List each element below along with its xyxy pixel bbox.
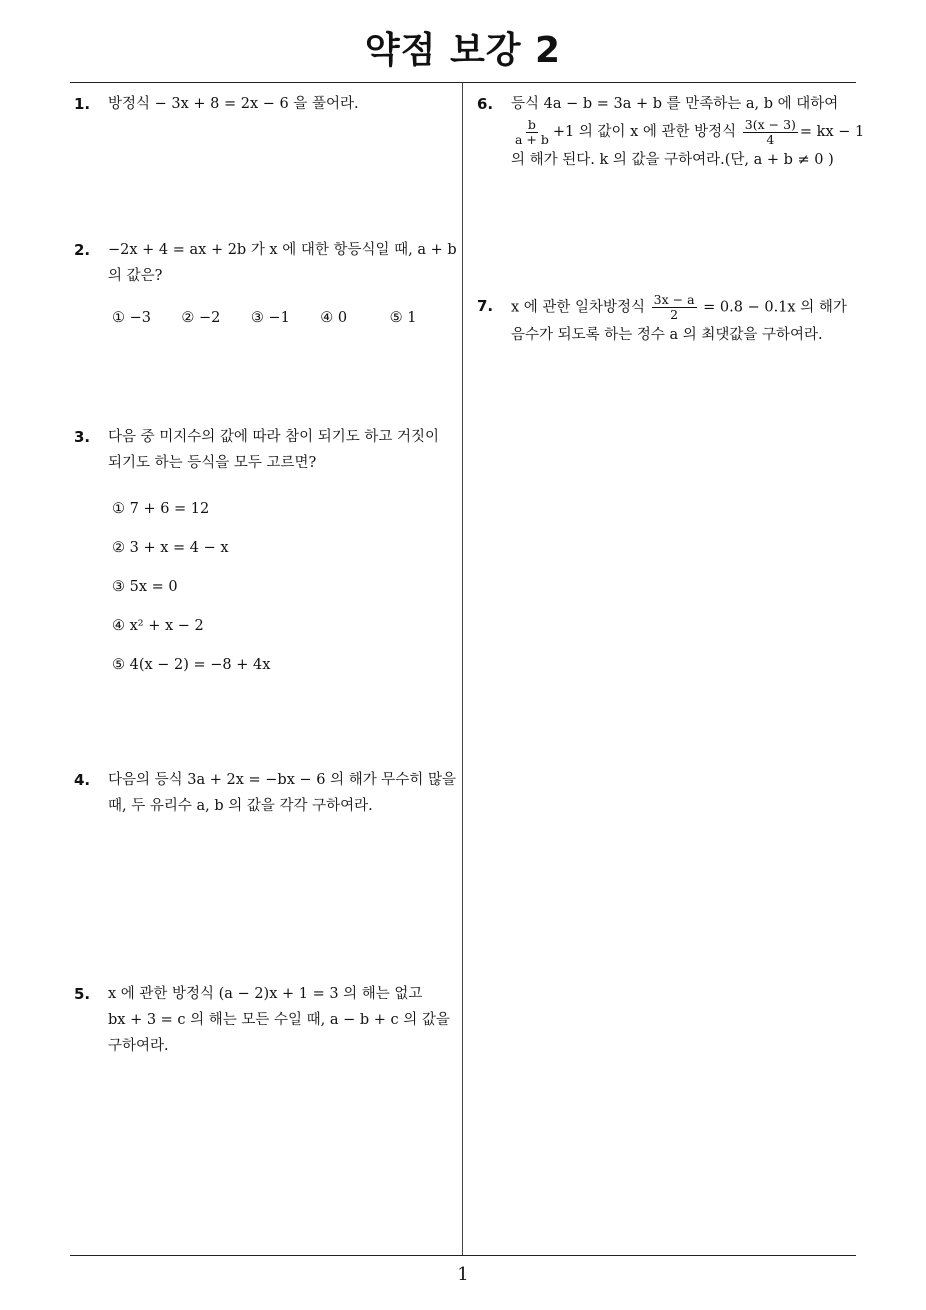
choice: ④ 0 bbox=[320, 310, 348, 326]
choice: ① −3 bbox=[112, 310, 151, 326]
fraction-numerator: b bbox=[527, 116, 536, 132]
choice-list bbox=[112, 490, 459, 685]
bottom-rule bbox=[70, 1255, 856, 1256]
fraction-numerator: 3x − a bbox=[653, 292, 695, 307]
question-text: bx + 3 = c 의 해는 모든 수일 때, a − b + c 의 값을 bbox=[108, 1012, 450, 1028]
question-text: 구하여라. bbox=[108, 1038, 169, 1054]
question-number: 3. bbox=[74, 428, 91, 446]
page-number: 1 bbox=[457, 1264, 469, 1285]
question-text: 되기도 하는 등식을 모두 고르면? bbox=[108, 455, 317, 471]
fraction bbox=[652, 293, 697, 322]
column-divider bbox=[462, 83, 463, 1255]
question-2 bbox=[74, 237, 459, 331]
fraction-denominator: 2 bbox=[670, 307, 679, 322]
question-text: 음수가 되도록 하는 정수 a 의 최댓값을 구하여라. bbox=[511, 327, 823, 343]
question-number: 4. bbox=[74, 771, 91, 789]
question-text: 등식 4a − b = 3a + b 를 만족하는 a, b 에 대하여 bbox=[511, 96, 839, 112]
question-number: 5. bbox=[74, 985, 91, 1003]
top-rule bbox=[70, 82, 856, 83]
question-text: 의 해가 된다. k 의 값을 구하여라.(단, a + b ≠ 0 ) bbox=[511, 152, 834, 168]
choice: ③ −1 bbox=[250, 310, 290, 326]
question-text: 때, 두 유리수 a, b 의 값을 각각 구하여라. bbox=[108, 798, 373, 814]
question-6 bbox=[477, 91, 865, 173]
question-text: x 에 관한 일차방정식 bbox=[511, 299, 646, 316]
question-text: 다음 중 미지수의 값에 따라 참이 되기도 하고 거짓이 bbox=[108, 429, 440, 445]
question-text: = kx − 1 bbox=[799, 124, 865, 140]
fraction-numerator: 3(x − 3) bbox=[744, 116, 796, 132]
choice: ② 3 + x = 4 − x bbox=[112, 540, 229, 556]
question-1 bbox=[74, 91, 459, 117]
question-text-fraction-line bbox=[511, 116, 865, 147]
question-number: 1. bbox=[74, 95, 91, 113]
question-5 bbox=[74, 981, 459, 1059]
fraction-denominator: 4 bbox=[766, 131, 775, 147]
question-text: +1 의 값이 x 에 관한 방정식 bbox=[552, 124, 737, 140]
question-number: 2. bbox=[74, 241, 91, 259]
choice: ⑤ 4(x − 2) = −8 + 4x bbox=[112, 657, 271, 673]
choice: ② −2 bbox=[181, 310, 221, 326]
choice: ④ x² + x − 2 bbox=[112, 618, 204, 634]
question-number: 6. bbox=[477, 95, 494, 113]
question-text: 의 값은? bbox=[108, 268, 163, 284]
fraction-denominator: a + b bbox=[515, 131, 549, 147]
question-7 bbox=[477, 293, 862, 348]
choice-list bbox=[108, 305, 459, 331]
question-4 bbox=[74, 767, 459, 819]
choice: ① 7 + 6 = 12 bbox=[112, 501, 210, 517]
question-text-fraction-line bbox=[511, 293, 862, 322]
question-number: 7. bbox=[477, 297, 494, 315]
fraction bbox=[513, 118, 551, 147]
question-text: 방정식 − 3x + 8 = 2x − 6 을 풀어라. bbox=[108, 96, 359, 112]
question-text: x 에 관한 방정식 (a − 2)x + 1 = 3 의 해는 없고 bbox=[108, 986, 423, 1002]
page-title: 약점 보강 2 bbox=[364, 30, 562, 71]
fraction bbox=[743, 118, 798, 147]
question-text: 다음의 등식 3a + 2x = −bx − 6 의 해가 무수히 많을 bbox=[108, 772, 456, 788]
question-3 bbox=[74, 424, 459, 685]
choice: ⑤ 1 bbox=[389, 310, 417, 326]
question-text: = 0.8 − 0.1x 의 해가 bbox=[703, 299, 847, 316]
choice: ③ 5x = 0 bbox=[112, 579, 178, 595]
question-text: −2x + 4 = ax + 2b 가 x 에 대한 항등식일 때, a + b bbox=[108, 242, 457, 258]
